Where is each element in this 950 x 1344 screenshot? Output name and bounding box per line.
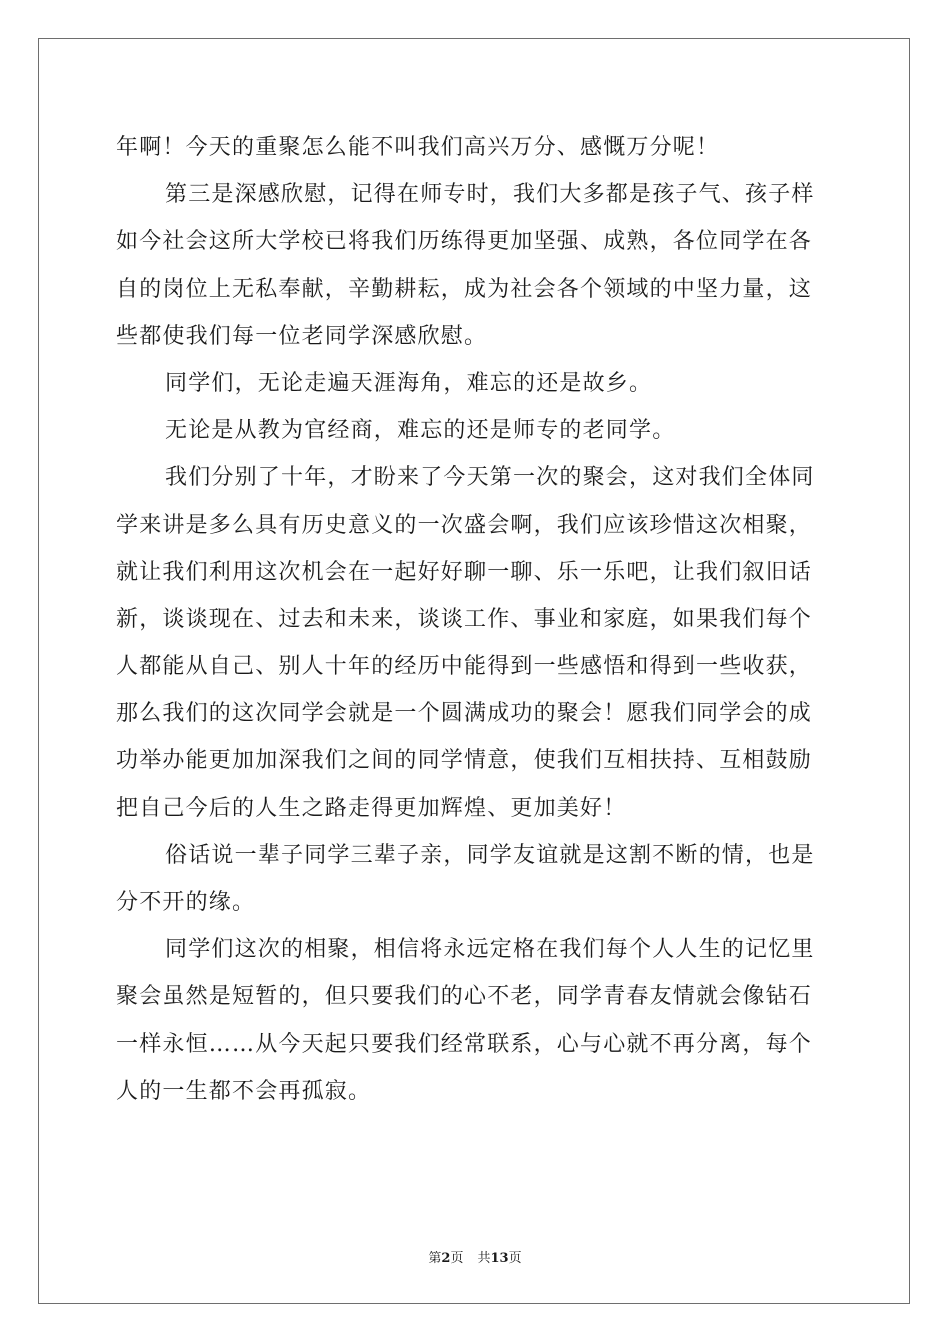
total-label-prefix: 共 [477,1251,491,1266]
text-line: 同学们这次的相聚，相信将永远定格在我们每个人人生的记忆里 [165,937,815,963]
text-line: 些都使我们每一位老同学深感欣慰。 [116,323,488,349]
page-footer [0,1247,950,1266]
text-line: 功举办能更加加深我们之间的同学情意，使我们互相扶持、互相鼓励 [116,748,813,774]
total-label-suffix: 页 [508,1251,522,1266]
text-line: 年啊！今天的重聚怎么能不叫我们高兴万分、感慨万分呢！ [116,135,720,160]
text-line: 同学们，无论走遍天涯海角，难忘的还是故乡。 [165,370,653,396]
text-line: 就让我们利用这次机会在一起好好聊一聊、乐一乐吧，让我们叙旧话 [116,559,813,585]
page-label-suffix: 页 [450,1251,464,1266]
text-line: 人都能从自己、别人十年的经历中能得到一些感悟和得到一些收获， [116,654,813,680]
text-line: 新，谈谈现在、过去和未来，谈谈工作、事业和家庭，如果我们每个 [116,606,813,632]
text-line: 那么我们的这次同学会就是一个圆满成功的聚会！愿我们同学会的成 [116,701,813,727]
text-line: 学来讲是多么具有历史意义的一次盛会啊，我们应该珍惜这次相聚， [116,512,813,538]
text-line: 聚会虽然是短暂的，但只要我们的心不老，同学青春友情就会像钻石 [116,984,813,1010]
document-body [116,124,832,1115]
page-label-prefix: 第 [428,1251,442,1266]
text-line: 无论是从教为官经商，难忘的还是师专的老同学。 [165,418,676,444]
text-line: 一样永恒……从今天起只要我们经常联系，心与心就不再分离，每个 [116,1031,813,1057]
text-line: 分不开的缘。 [116,890,256,915]
text-line: 如今社会这所大学校已将我们历练得更加坚强、成熟，各位同学在各 [116,229,813,255]
text-line: 我们分别了十年，才盼来了今天第一次的聚会，这对我们全体同 [165,465,815,491]
text-line: 自的岗位上无私奉献，辛勤耕耘，成为社会各个领域的中坚力量，这 [116,276,813,302]
total-page-count: 13 [490,1251,509,1266]
text-line: 人的一生都不会再孤寂。 [116,1078,372,1104]
text-line: 俗话说一辈子同学三辈子亲，同学友谊就是这割不断的情，也是 [165,842,815,868]
current-page-number: 2 [441,1251,451,1266]
text-line: 把自己今后的人生之路走得更加辉煌、更加美好！ [116,795,627,821]
text-line: 第三是深感欣慰，记得在师专时，我们大多都是孩子气、孩子样 [165,182,815,208]
